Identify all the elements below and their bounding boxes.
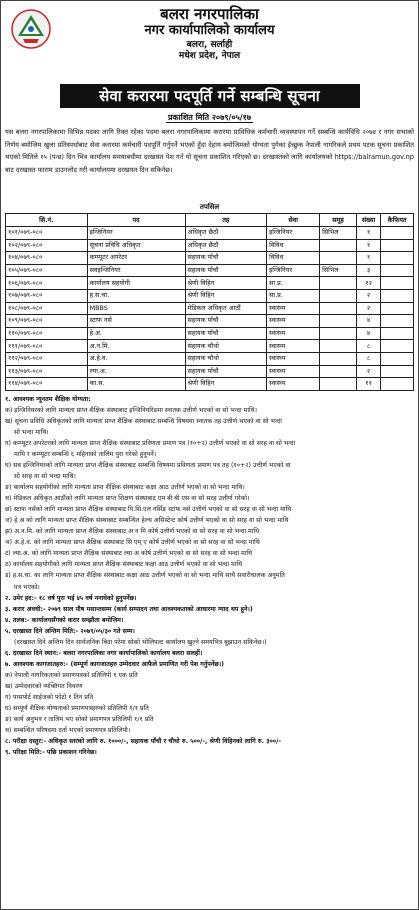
cell-post: स्टाफ नर्स — [87, 315, 185, 328]
cell-group — [320, 252, 357, 265]
cell-level: सहायक चौथो — [185, 340, 267, 353]
cell-count: १ — [356, 239, 380, 252]
cell-level: सहायक चौथो — [185, 352, 267, 365]
condition-line: ग) पासपोर्ट साईजको फोटो १ तिन प्रति — [5, 693, 94, 701]
nepal-emblem-icon — [11, 9, 51, 49]
condition-line: ग) कम्प्यूटर अपरेटरको लागि मान्यता प्राप्त शैक्षिक संस्थाबाट प्रविणता प्रमाण पत्र (१०+२) उत्तीर्ण भएको वा सो सरह वा सो भन्दा — [5, 439, 296, 447]
cell-level: सहायक पाँचौ — [185, 252, 267, 265]
condition-line: पत्र भएको। — [14, 583, 40, 591]
col-header-remarks: कैफियत — [381, 214, 414, 227]
cell-group: सिभिल — [320, 264, 357, 277]
cell-service: स्वास्थ्य — [267, 340, 320, 353]
table-row — [6, 239, 414, 252]
condition-line: ठ) कार्यालय सहयोगीको लागि मान्यता प्राप्त शैक्षिक संस्थाबाट कक्षा आठ उत्तीर्ण भएको वा सो भन्दा माथि — [5, 561, 243, 569]
cell-serial: ११३/०७९-०८० — [6, 365, 88, 378]
cell-post: का.स. — [87, 378, 185, 391]
cell-level: सहायक पाँचौ — [185, 315, 267, 328]
cell-service: स्वास्थ्य — [267, 378, 320, 391]
cell-level: श्रेणी विहिन — [185, 277, 267, 290]
cell-post: अ.न.मि. — [87, 340, 185, 353]
vacancy-table-head — [6, 214, 414, 227]
col-header-group: समूह — [320, 214, 357, 227]
table-row — [6, 327, 414, 340]
table-row — [6, 277, 414, 290]
cell-service: स्वास्थ्य — [267, 352, 320, 365]
cell-group — [320, 277, 357, 290]
cell-count: २ — [356, 289, 380, 302]
cell-remarks — [381, 277, 414, 290]
publication-date-text: प्रकाशित मिति २०७९/०५/१७ — [167, 113, 252, 122]
cell-serial: १०७/०७९-०८० — [6, 289, 88, 302]
province-country: मधेश प्रदेश, नेपाल — [178, 51, 241, 61]
cell-count: १२ — [356, 277, 380, 290]
notice-header — [5, 5, 414, 83]
condition-line: ङ) कार्य अनुभव र तालिम भए सोको प्रमाणपत्र प्रतिलिपी १/१ प्रति — [5, 716, 154, 724]
cell-level: अधिकृत छैठौ — [185, 239, 267, 252]
cell-count: १ — [356, 227, 380, 240]
cell-level: श्रेणी विहिन — [185, 378, 267, 391]
cell-count: ३ — [356, 264, 380, 277]
cell-count: ४ — [356, 315, 380, 328]
cell-service: सा.प्र. — [267, 277, 320, 290]
condition-line: ख) उम्मेदवारको व्यक्तिगत विवरण — [5, 682, 83, 690]
condition-line: ङ) कार्यालय सहयोगीको लागि मान्यता प्राप्त शैक्षिक संस्थाबाट कक्षा आठ उत्तीर्ण भएको वा सो भन्दा माथि। — [5, 484, 245, 492]
cell-post: MBBS — [87, 302, 185, 315]
cell-count: २ — [356, 365, 380, 378]
cell-post: अ.हे.व. — [87, 352, 185, 365]
table-row — [6, 352, 414, 365]
cell-serial: १०९/०७९-०८० — [6, 315, 88, 328]
condition-line: ख) सूचना प्रविधि अधिकृतको लागि मान्यता प्राप्त शैक्षिक संस्थाबाट सम्बन्धि विषयमा स्नातक तह उत्तीर्ण भएको वा सो भन्दा — [5, 417, 282, 425]
cell-level: मेडिकल अधिकृत आठौं — [185, 302, 267, 315]
municipality-name: बलरा नगरपालिका — [160, 5, 259, 23]
notice-conditions — [5, 394, 414, 759]
cell-group — [320, 239, 357, 252]
cell-remarks — [381, 252, 414, 265]
condition-line: ४. तलब:- कार्यालयसँगको करार सम्झौता बमोजिम। — [5, 616, 124, 624]
office-location: बलरा, सर्लाही — [186, 40, 233, 50]
cell-service: इन्जिनियर — [267, 264, 320, 277]
cell-remarks — [381, 352, 414, 365]
table-header-row — [6, 214, 414, 227]
condition-line: (दरखास्त दिने अन्तिम दिन सार्वजनिक बिदा परेमा सोको भोलिपल्ट कार्यालय खुल्ने समयभित्र बुझाउन सकिनेछ।) — [14, 638, 267, 646]
cell-remarks — [381, 378, 414, 391]
condition-line: ५. दरखास्त दिने अन्तिम मिति:- २०७९/०५/३० गते सम्म। — [5, 627, 135, 635]
cell-serial: १०८/०७९-०८० — [6, 302, 88, 315]
col-header-count: संख्या — [356, 214, 380, 227]
notice-title-banner: सेवा करारमा पदपूर्ति गर्ने सम्बन्धि सूचना — [60, 84, 360, 108]
cell-service: स्वास्थ्य — [267, 365, 320, 378]
table-row — [6, 340, 414, 353]
cell-post: इन्जिनियर — [87, 227, 185, 240]
cell-level: श्रेणी विहिन — [185, 289, 267, 302]
cell-service: विविध — [267, 252, 320, 265]
cell-serial: १०४/०७९-०८० — [6, 252, 88, 265]
cell-group — [320, 365, 357, 378]
cell-remarks — [381, 302, 414, 315]
condition-line: क) नेपाली नागरिकताको प्रमाणपत्रको प्रतिलिपी १ एक प्रति — [5, 671, 138, 679]
cell-remarks — [381, 227, 414, 240]
table-row — [6, 289, 414, 302]
table-row — [6, 365, 414, 378]
office-name: नगर कार्यापालिको कार्यालय — [144, 23, 275, 38]
cell-post: सूचना प्रविधि अधिकृत — [87, 239, 185, 252]
cell-group — [320, 378, 357, 391]
cell-serial: १०२/०७९-०८० — [6, 239, 88, 252]
cell-service: इन्जिनियर — [267, 227, 320, 240]
condition-line: घ) सम्पूर्ण शैक्षिक योग्यताको प्रमाणपत्रहरुको प्रतिलिपी १/१ प्रति — [5, 705, 149, 713]
cell-post: हे.अ. — [87, 327, 185, 340]
condition-line: ट) ल्या.अ. को लागि मान्यता प्राप्त शैक्षिक संस्थाबाट ल्या अ कोर्ष उत्तीर्ण भएको वा सो सरह वा सो भन्दा माथि — [5, 550, 252, 558]
condition-line: ड) ह.स.चा. का लागि मान्यता प्राप्त शैक्षिक संस्थाबाट कक्षा आठ उत्तीर्ण भएको वा सो भन्दा माथि साथै सवारीचालक अनुमति — [5, 572, 285, 580]
cell-service: विविध — [267, 239, 320, 252]
cell-remarks — [381, 365, 414, 378]
cell-count: १ — [356, 252, 380, 265]
condition-line: छ) स्टाफ नर्सको लागि मान्यता प्राप्त शैक्षिक संस्थाबाट पि.सि.एल नर्सिङ स्टाफ नर्स उत्तीर्ण भएको वा सो सरह वा सो भन्दा माथि — [5, 506, 292, 514]
condition-line: ञ) अ.हे.व. को लागि मान्यता प्राप्त शैक्षिक संस्थाबाट सि एम् ए कोर्ष उत्तीर्ण भएको वा सो सरह वा सो भन्दा माथि — [5, 539, 260, 547]
cell-post: ल्या.अ. — [87, 365, 185, 378]
cell-level: सहायक पाँचौ — [185, 327, 267, 340]
col-header-service: सेवा — [267, 214, 320, 227]
condition-line: क) इन्जिनियरको लागि मान्यता प्राप्त शैक्षिक संस्थाबाट इन्जिनियरिङमा स्नातक उत्तीर्ण भएको वा सो भन्दा माथि। — [5, 406, 258, 414]
condition-line: सो भन्दा माथि। — [14, 428, 49, 436]
cell-post: कार्यालय सहयोगी — [87, 277, 185, 290]
col-header-post: पद — [87, 214, 185, 227]
cell-post: सव‍इन्जिनियर — [87, 264, 185, 277]
vacancy-table-body — [6, 227, 414, 391]
cell-serial: ११४/०७९-०८० — [6, 378, 88, 391]
table-row — [6, 252, 414, 265]
cell-serial: १०६/०७९-०८० — [6, 277, 88, 290]
condition-line: च) मेडिकल अधिकृत आठौंको लागि मान्यता प्राप्त शिक्षण संस्थाबाट एम बी बी एस वा सो सरह उत्तीर्ण गरेको। — [5, 495, 250, 503]
intro-paragraph: यस बलरा नगरपालिकामा विभिन्न पदका लागि रिक्त रहेका पदमा बलरा नगरपालिकामा करारमा प्राविधिक कर्मचारी व्यवस्थापन गर्ने सम्बन्धि कार्यविधि २०७४ र नगर सभाको निर्णय बमोजिम खुला प्रतिस्पर्धाबाट सेवा करारमा कर्मचारी पदपूर्ति गर्नुपर्ने भएको हुँदा देहाय बमोजिमको योग्यता पुगेका ईच्छुक नेपाली नागरिकले प्रथम पटक सूचना प्रकाशित भएको मितिले १५ (पन्ध्र) दिन भित्र कार्यालय समयाबधीमा दरखास्त पेश गर्न यो सूचना प्रकाशित गरिएको छ। दरखास्तको लागि कार्यालयको https://balramun.gov.np बाट दरखास्त फाराम डाउनलोड गरी कार्यालयमा दरखास्त दिन सकिनेछ। — [5, 128, 414, 174]
cell-group — [320, 302, 357, 315]
col-header-level: तह — [185, 214, 267, 227]
condition-line: माथि र कम्प्यूटर सम्बन्धि ६ महिनाको तालिम पुरा गरेको हुनुपर्ने। — [14, 450, 157, 458]
condition-line: ८. परीक्षा दस्तुर:- अधिकृत स्तरको लागि रु. १०००/-, सहायक पाँचौ र चौथो रु. ५००/-, श्रेणी विहिनको लागि रु. ३००/- — [5, 738, 281, 746]
table-row — [6, 315, 414, 328]
cell-level: सहायक पाँचौ — [185, 264, 267, 277]
condition-line: घ) सब इन्जिनियरको लागि मान्यता प्राप्त शैक्षिक संस्थाबाट सम्बन्धि विषयमा प्रविणता प्रमाण पत्र तह (१०+२) उत्तीर्ण भएको वा — [5, 462, 291, 469]
table-row — [6, 378, 414, 391]
condition-line: २. उमेर हद:- १८ वर्ष पुरा भई ४५ वर्ष ननाघेको हुनुपर्नेछ। — [5, 594, 137, 602]
condition-line: ३. करार अवधी:- २०७९ साल पौष मसान्तसम्म (कार्य सम्पादन तथा आवश्यकताको आधारमा म्याद थप हुने।) — [5, 605, 253, 613]
cell-service: स्वास्थ्य — [267, 315, 320, 328]
cell-group — [320, 340, 357, 353]
condition-line: ६. दरखास्त दिने स्थान:- बलरा नगरपालिका नगर कार्यापालिको कार्यालय बलरा सलहीं। — [5, 649, 203, 657]
cell-remarks — [381, 327, 414, 340]
condition-line: ९. परिक्षा मिति:- पछि प्रकाशन गरिनेछ। — [5, 749, 97, 757]
publication-date — [5, 112, 414, 123]
cell-remarks — [381, 264, 414, 277]
cell-group — [320, 352, 357, 365]
cell-service: स्वास्थ्य — [267, 302, 320, 315]
cell-count: ११ — [356, 378, 380, 391]
annex-title: तपसिल — [199, 203, 220, 211]
table-row — [6, 302, 414, 315]
cell-serial: १०१/०७९-०८० — [6, 227, 88, 240]
cell-serial: १११/०७९-०८० — [6, 340, 88, 353]
cell-serial: १०५/०७९-०८० — [6, 264, 88, 277]
cell-remarks — [381, 239, 414, 252]
cell-serial: ११२/०७९-०८० — [6, 352, 88, 365]
condition-line: सो सरह वा सो भन्दा माथि। — [14, 473, 76, 481]
cell-service: स्वास्थ्य — [267, 327, 320, 340]
cell-count: २ — [356, 302, 380, 315]
condition-line: ७. आवश्यक कागजातहरु:- (सम्पूर्ण कागजातहरु उम्मेदवार आफैले प्रमाणित गरी पेश गर्नुपर्नेछ।) — [5, 660, 224, 668]
table-row — [6, 264, 414, 277]
cell-group: सिभिल — [320, 227, 357, 240]
cell-serial: ११०/०७९-०८० — [6, 327, 88, 340]
cell-count: ८ — [356, 352, 380, 365]
cell-remarks — [381, 289, 414, 302]
table-row — [6, 227, 414, 240]
cell-count: ८ — [356, 340, 380, 353]
cell-service: सा.प्र. — [267, 289, 320, 302]
col-header-serial: सि.नं. — [6, 214, 88, 227]
cell-remarks — [381, 340, 414, 353]
cell-group — [320, 327, 357, 340]
condition-line: च) सम्बन्धित परिषदमा दर्ता भएको प्रमाणपत्र प्रतिलिपी। — [5, 727, 131, 735]
cell-post: ह.स.चा. — [87, 289, 185, 302]
cell-post: कम्प्यूटर अपरेटर — [87, 252, 185, 265]
condition-line: ज) हे अ को लागि मान्यता प्राप्त शैक्षिक संस्थाबाट सम्बन्धित हेल्थ असिस्टेन्ट कोर्ष उत्तीर्ण भएको वा सो सरह वा सो भन्दा माथि — [5, 517, 289, 525]
cell-count: ४ — [356, 327, 380, 340]
cell-remarks — [381, 315, 414, 328]
condition-line: झ) अ.न.मि. को लागि मान्यता प्राप्त शैक्षिक संस्थाबाट अ न मि कोर्ष उत्तीर्ण भएको वा सो सरह वा सो भन्दा माथि — [5, 528, 260, 536]
cell-level: अधिकृत छैठौ — [185, 227, 267, 240]
cell-group — [320, 289, 357, 302]
cell-level: सहायक पाँचौ — [185, 365, 267, 378]
condition-line: १. आवश्यक न्यूनतम शैक्षिक योग्यता: — [5, 395, 91, 403]
cell-group — [320, 315, 357, 328]
vacancy-table — [5, 213, 414, 391]
